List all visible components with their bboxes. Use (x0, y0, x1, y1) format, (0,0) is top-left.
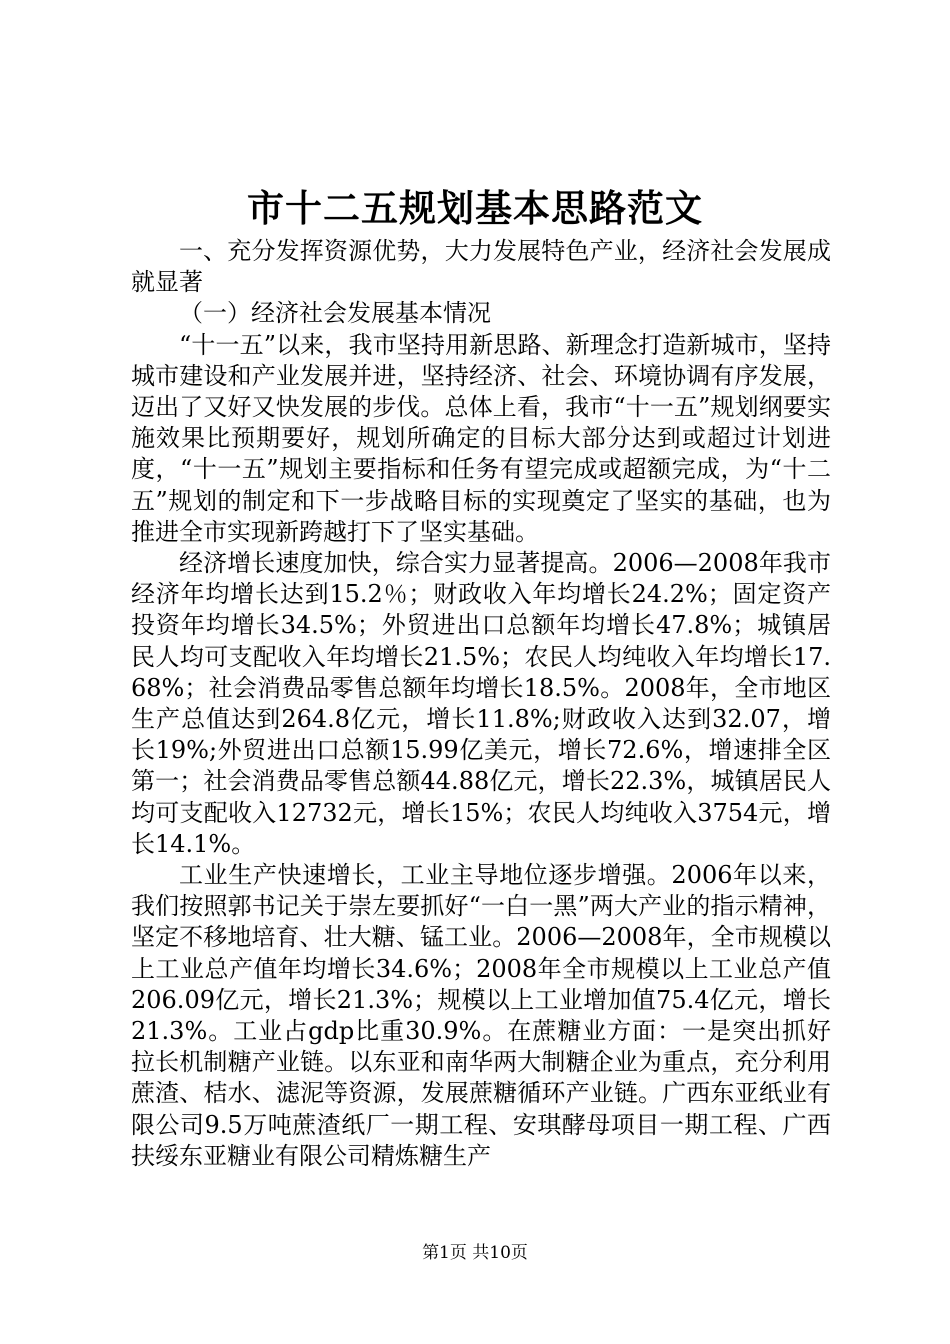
body-paragraph: 经济增长速度加快，综合实力显著提高。2006—2008年我市经济年均增长达到15.2％；财政收入年均增长24.2%；固定资产投资年均增长34.5%；外贸进出口总额年均增长47.8%；城镇居民人均可支配收入年均增长21.5%；农民人均纯收入年均增长17.68%；社会消费品零售总额年均增长18.5%。2008年，全市地区生产总值达到264.8亿元，增长11.8%;财政收入达到32.07，增长19%;外贸进出口总额15.99亿美元，增长72.6%，增速排全区第一；社会消费品零售总额44.88亿元，增长22.3%，城镇居民人均可支配收入12732元，增长15%；农民人均纯收入3754元，增长14.1%。 (131, 549, 831, 858)
document-body (131, 236, 831, 1172)
page-footer: 第1页 共10页 (422, 1243, 528, 1263)
section-heading: 一、充分发挥资源优势，大力发展特色产业，经济社会发展成就显著 (131, 237, 831, 297)
body-paragraph: 工业生产快速增长，工业主导地位逐步增强。2006年以来，我们按照郭书记关于崇左要抓好“一白一黑”两大产业的指示精神，坚定不移地培育、壮大糖、锰工业。2006—2008年，全市规模以上工业总产值年均增长34.6%；2008年全市规模以上工业总产值206.09亿元，增长21.3%；规模以上工业增加值75.4亿元，增长21.3%。工业占gdp比重30.9%。在蔗糖业方面：一是突出抓好拉长机制糖产业链。以东亚和南华两大制糖企业为重点，充分利用蔗渣、桔水、滤泥等资源，发展蔗糖循环产业链。广西东亚纸业有限公司9.5万吨蔗渣纸厂一期工程、安琪酵母项目一期工程、广西扶绥东亚糖业有限公司精炼糖生产 (131, 861, 831, 1170)
subsection-heading: （一）经济社会发展基本情况 (179, 299, 491, 328)
document-title: 市十二五规划基本思路范文 (247, 186, 703, 230)
body-paragraph: “十一五”以来，我市坚持用新思路、新理念打造新城市，坚持城市建设和产业发展并进，坚持经济、社会、环境协调有序发展，迈出了又好又快发展的步伐。总体上看，我市“十一五”规划纲要实施效果比预期要好，规划所确定的目标大部分达到或超过计划进度，“十一五”规划主要指标和任务有望完成或超额完成，为“十二五”规划的制定和下一步战略目标的实现奠定了坚实的基础，也为推进全市实现新跨越打下了坚实基础。 (131, 330, 831, 546)
